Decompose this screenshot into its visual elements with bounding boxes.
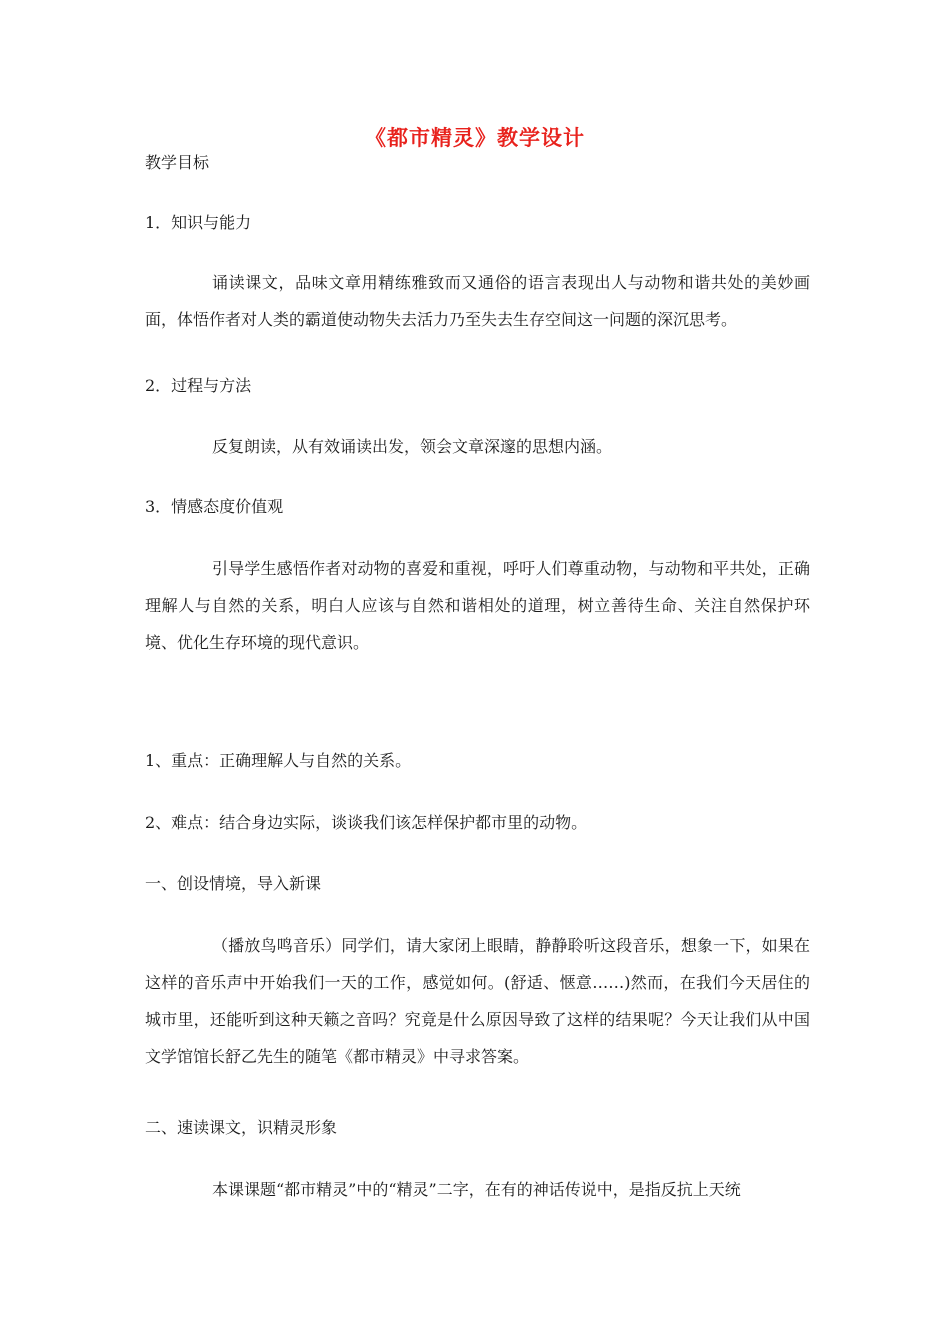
goal-paragraph-process: 反复朗读，从有效诵读出发，领会文章深邃的思想内涵。 <box>212 437 613 456</box>
step-heading-reading: 二、速读课文，识精灵形象 <box>145 1118 338 1137</box>
step-paragraph-reading: 本课课题“都市精灵”中的“精灵”二字，在有的神话传说中，是指反抗上天统 <box>212 1180 741 1199</box>
key-point: 1、重点：正确理解人与自然的关系。 <box>145 751 412 770</box>
section-heading-goals: 教学目标 <box>145 153 210 172</box>
goal-heading-values: 3．情感态度价值观 <box>145 497 284 516</box>
goal-heading-knowledge: 1．知识与能力 <box>145 213 252 232</box>
goal-heading-process: 2．过程与方法 <box>145 376 252 395</box>
step-paragraph-intro: （播放鸟鸣音乐）同学们，请大家闭上眼睛，静静聆听这段音乐，想象一下，如果在这样的音乐声中开始我们一天的工作，感觉如何。(舒适、惬意……)然而，在我们今天居住的城市里，还能听到这种天籁之音吗？究竟是什么原因导致了这样的结果呢？今天让我们从中国文学馆馆长舒乙先生的随笔《都市精灵》中寻求答案。 <box>145 936 810 1066</box>
difficult-point: 2、难点：结合身边实际，谈谈我们该怎样保护都市里的动物。 <box>145 813 588 832</box>
step-heading-intro: 一、创设情境，导入新课 <box>145 874 322 893</box>
goal-paragraph-knowledge: 诵读课文，品味文章用精练雅致而又通俗的语言表现出人与动物和谐共处的美妙画面，体悟作者对人类的霸道使动物失去活力乃至失去生存空间这一问题的深沉思考。 <box>145 273 810 329</box>
goal-paragraph-values: 引导学生感悟作者对动物的喜爱和重视，呼吁人们尊重动物，与动物和平共处，正确理解人与自然的关系，明白人应该与自然和谐相处的道理，树立善待生命、关注自然保护环境、优化生存环境的现代意识。 <box>145 559 810 652</box>
document-title: 《都市精灵》教学设计 <box>365 126 585 150</box>
